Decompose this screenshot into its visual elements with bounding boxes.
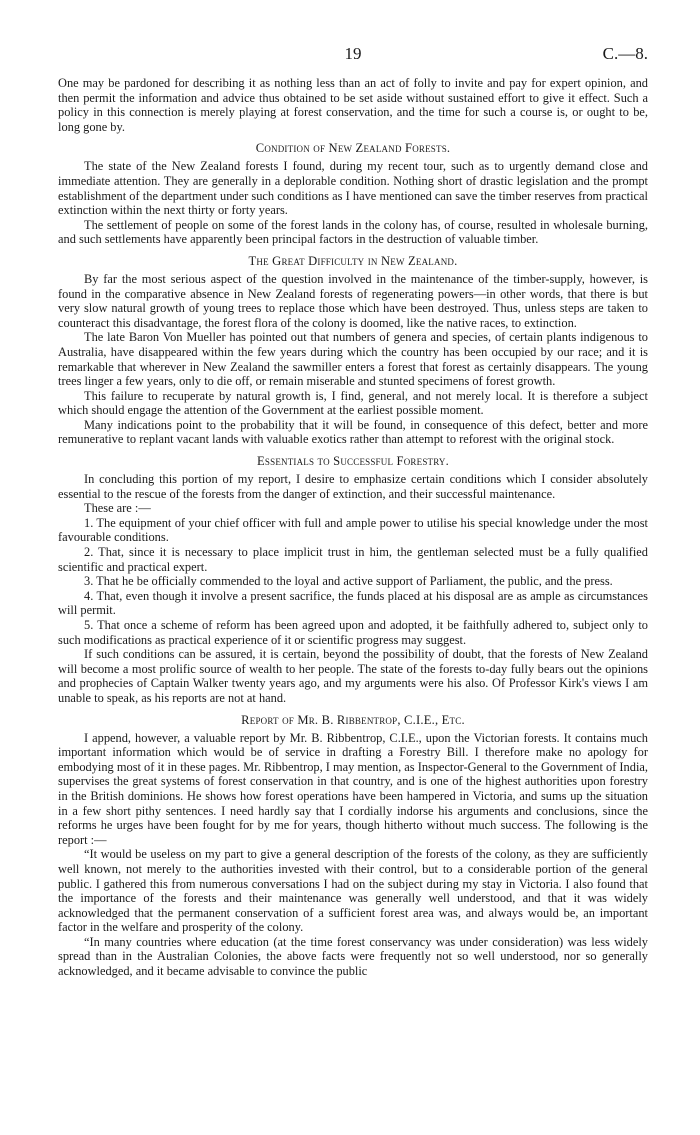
section-heading: The Great Difficulty in New Zealand. bbox=[248, 253, 458, 268]
section-essentials bbox=[58, 454, 648, 706]
paragraph: The state of the New Zealand forests I found, during my recent tour, such as to urgently demand close and immediate attention. They are generally in a deplorable condition. Nothing short of drastic legislation and the prompt establishment of the department under such conditions as I have mentioned can save the timber reserves from practical extinction within the next thirty or forty years. bbox=[58, 159, 648, 218]
paragraph: One may be pardoned for describing it as nothing less than an act of folly to invite and pay for expert opinion, and then permit the information and advice thus obtained to be set aside without sustained effort to give it effect. Such a policy in this connection is merely playing at forest conservation, and the time for such a course is, or ought to be, long gone by. bbox=[58, 76, 648, 134]
paragraph: If such conditions can be assured, it is certain, beyond the possibility of doubt, that the forests of New Zealand will become a most prolific source of wealth to her people. The state of the forests to-day fully bears out the opinions and prophecies of Captain Walker twenty years ago, and my arguments were his also. Of Professor Kirk's views I am unable to speak, as his reports are not at hand. bbox=[58, 647, 648, 705]
paragraph: Many indications point to the probability that it will be found, in consequence of this defect, better and more remunerative to replant vacant lands with valuable exotics rather than attempt to reforest with the original stock. bbox=[58, 417, 648, 447]
section-heading: Essentials to Successful Forestry. bbox=[257, 454, 449, 469]
section-great-difficulty bbox=[58, 254, 648, 447]
list-item: 1. The equipment of your chief officer with full and ample power to utilise his special knowledge under the most favourable conditions. bbox=[58, 515, 648, 545]
paragraph: The settlement of people on some of the forest lands in the colony has, of course, resulted in wholesale burning, and such settlements have apparently been principal factors in the destruction of valuable timber. bbox=[58, 217, 648, 247]
page-header bbox=[58, 44, 648, 70]
section-heading: Report of Mr. B. Ribbentrop, C.I.E., Etc. bbox=[241, 712, 465, 727]
section-condition-of-forests bbox=[58, 141, 648, 247]
section-ribbentrop-report bbox=[58, 713, 648, 979]
list-item: 2. That, since it is necessary to place implicit trust in him, the gentleman selected must be a fully qualified scientific and practical expert. bbox=[58, 545, 648, 574]
section-intro bbox=[58, 76, 648, 134]
paragraph: These are :— bbox=[84, 501, 151, 516]
document-reference: C.—8. bbox=[602, 44, 648, 63]
quoted-paragraph: “In many countries where education (at the time forest conservancy was under consideration) was less widely spread than in the Australian Colonies, the above facts were frequently not so well understood, nor so generally acknowledged, and it became advisable to convince the public bbox=[58, 934, 648, 979]
paragraph: This failure to recuperate by natural growth is, I find, general, and not merely local. It is therefore a subject which should engage the attention of the Government at the earliest possible moment. bbox=[58, 388, 648, 418]
paragraph: By far the most serious aspect of the question involved in the maintenance of the timber-supply, however, is found in the comparative absence in New Zealand forests of regenerating powers—in other words, that there is but very slow natural growth of young trees to replace those which have been destroyed. Thus, unless steps are taken to counteract this disadvantage, the forest flora of the colony is doomed, like the native races, to extinction. bbox=[58, 271, 648, 330]
paragraph: I append, however, a valuable report by Mr. B. Ribbentrop, C.I.E., upon the Victorian forests. It contains much important information which would be of service in drafting a Forestry Bill. I therefore make no apology for embodying most of it in these pages. Mr. Ribbentrop, I may mention, as Inspector-General to the Government of India, supervises the great systems of forest conservation in that country, and is one of the highest authorities upon forestry in the British dominions. He shows how forest operations have been hampered in Victoria, and sums up the situation in a few short pithy sentences. I need hardly say that I cordially indorse his arguments and conclusions, since the reforms he urges have been fought for by me for years, though hitherto without much success. The following is the report :— bbox=[58, 730, 648, 847]
paragraph: The late Baron Von Mueller has pointed out that numbers of genera and species, of certain plants indigenous to Australia, have disappeared within the few years during which the country has been occupied by our race; and it is remarkable that wherever in New Zealand the sawmiller enters a forest that forest as certainly disappears. The young trees linger a few years, only to die off, or remain miserable and stunted specimens of forest growth. bbox=[58, 330, 648, 389]
page-number: 19 bbox=[344, 44, 362, 63]
list-item: 3. That he be officially commended to the loyal and active support of Parliament, the public, and the press. bbox=[84, 574, 613, 589]
quoted-paragraph: “It would be useless on my part to give a general description of the forests of the colony, as they are sufficiently well known, not merely to the authorities invested with their control, but to a considerable portion of the general public. I gathered this from numerous conversations I had on the subject during my stay in Victoria. I also found that the importance of the forests and their maintenance was generally well understood, and that it was widely acknowledged that the permanent conservation of a sufficient forest area was, and always would be, an important factor in the welfare and prosperity of the colony. bbox=[58, 847, 648, 935]
section-heading: Condition of New Zealand Forests. bbox=[255, 141, 451, 156]
list-item: 4. That, even though it involve a present sacrifice, the funds placed at his disposal are as ample as circumstances will permit. bbox=[58, 588, 648, 618]
list-item: 5. That once a scheme of reform has been agreed upon and adopted, it be faithfully adhered to, subject only to such modifications as practical experience of it or scientific progress may suggest. bbox=[58, 618, 648, 647]
paragraph: In concluding this portion of my report, I desire to emphasize certain conditions which I consider absolutely essential to the rescue of the forests from the danger of extinction, and their successful maintenance. bbox=[58, 472, 648, 501]
